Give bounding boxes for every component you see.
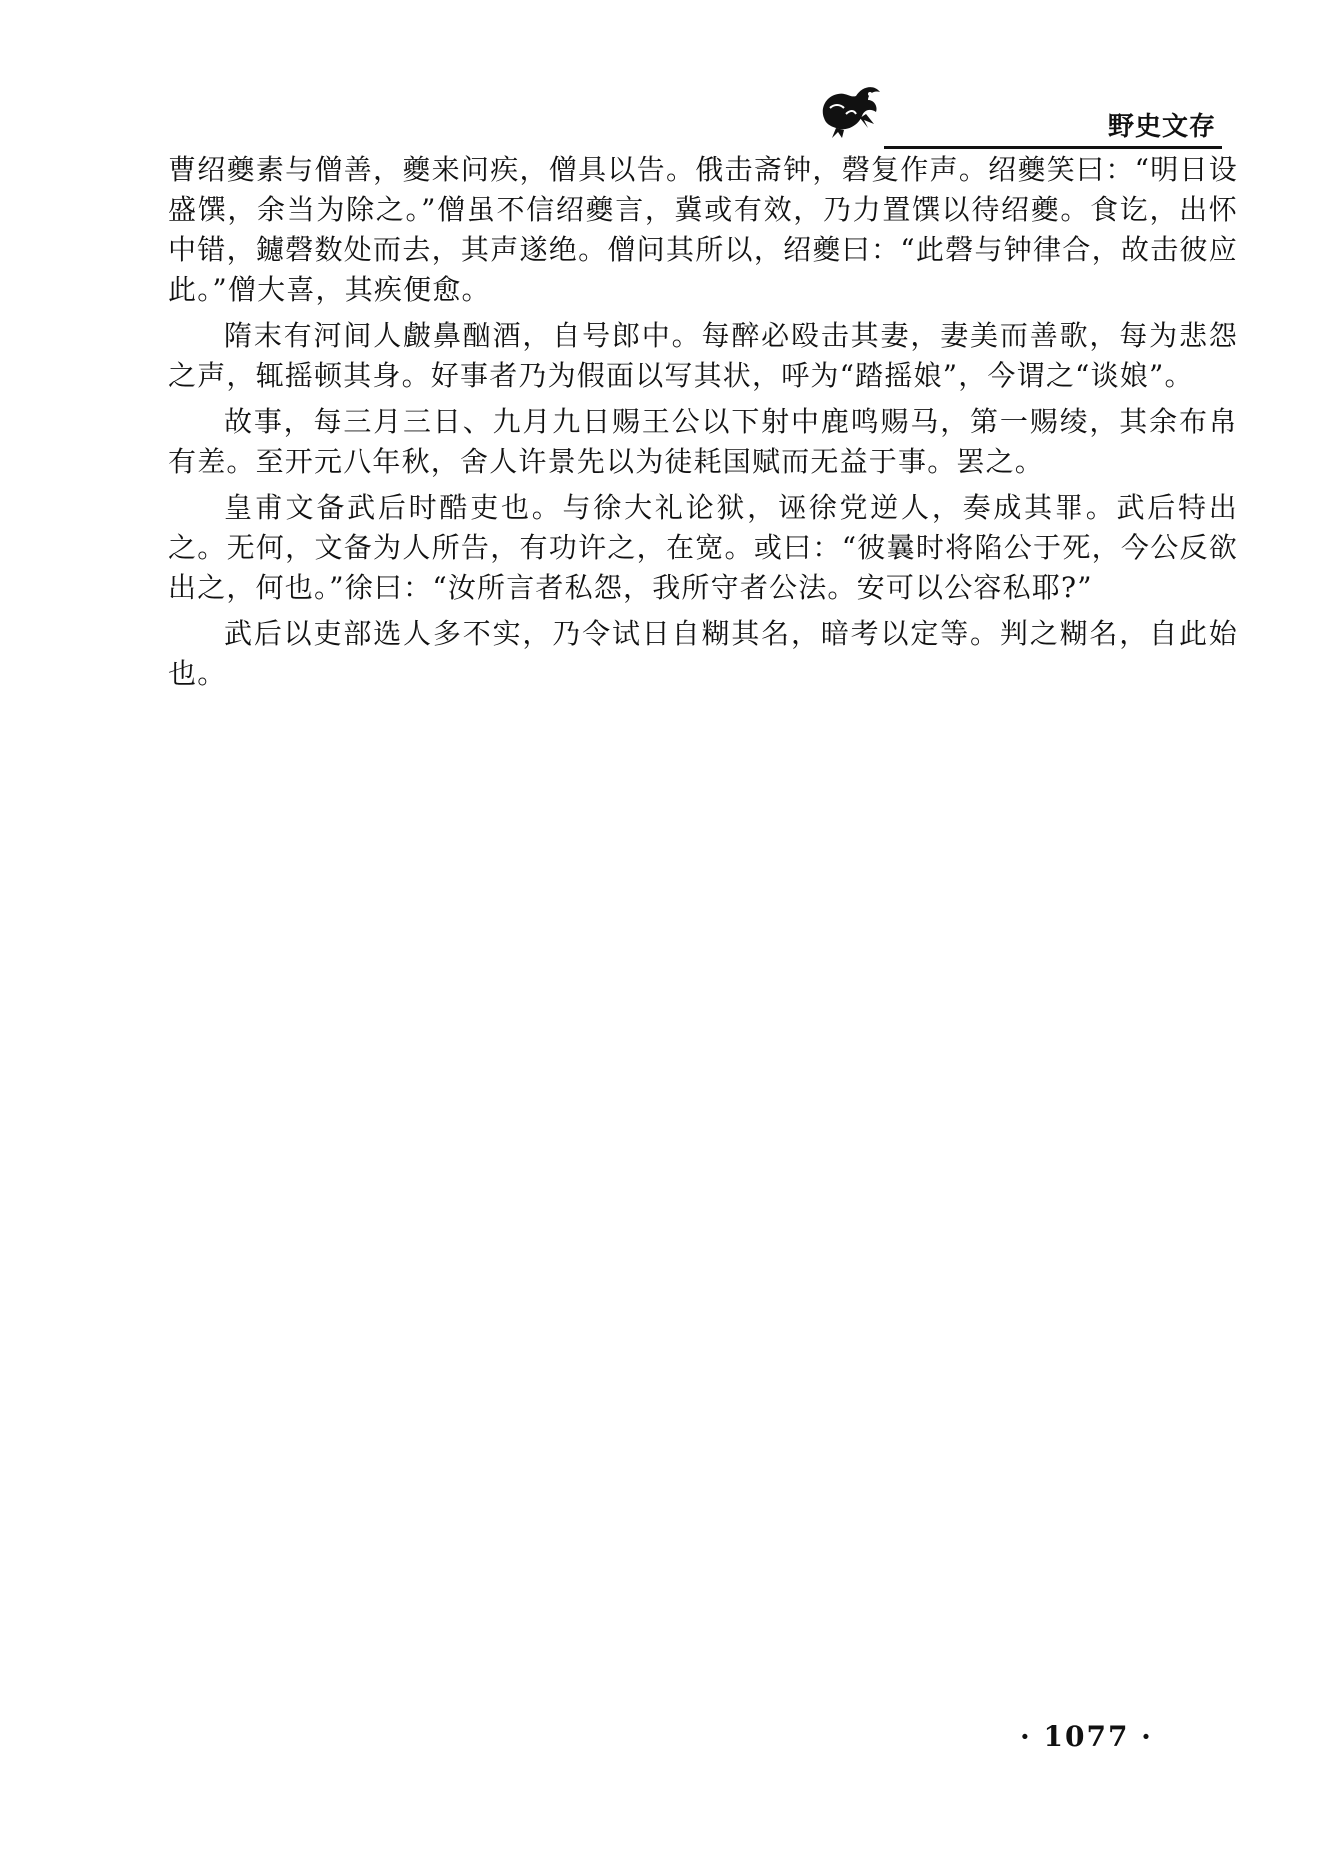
header-title: 野史文存: [1107, 112, 1216, 142]
paragraph: 皇甫文备武后时酷吏也。与徐大礼论狱，诬徐党逆人，奏成其罪。武后特出之。无何，文备为人所告，有功许之，在宽。或曰：“彼曩时将陷公于死，今公反欲出之，何也。”徐曰：“汝所言者私怨，我所守者公法。安可以公容私耶?”: [168, 491, 1238, 604]
paragraph: 隋末有河间人皻鼻酗酒，自号郎中。每醉必殴击其妻，妻美而善歌，每为悲怨之声，辄摇顿其身。好事者乃为假面以写其状，呼为“踏摇娘”，今谓之“谈娘”。: [168, 319, 1238, 392]
page-number: · 1077 ·: [1020, 1720, 1153, 1753]
body-text: [168, 150, 1238, 700]
paragraph: 曹绍夔素与僧善，夔来问疾，僧具以告。俄击斋钟，磬复作声。绍夔笑曰：“明日设盛馔，余当为除之。”僧虽不信绍夔言，冀或有效，乃力置馔以待绍夔。食讫，出怀中错，鑢磬数处而去，其声遂绝。僧问其所以，绍夔曰：“此磬与钟律合，故击彼应此。”僧大喜，其疾便愈。: [168, 153, 1238, 306]
running-header: [806, 76, 1222, 154]
paragraph: 故事，每三月三日、九月九日赐王公以下射中鹿鸣赐马，第一赐绫，其余布帛有差。至开元八年秋，舍人许景先以为徒耗国赋而无益于事。罢之。: [168, 405, 1238, 478]
dragon-emblem-icon: [816, 78, 886, 140]
paragraph: 武后以吏部选人多不实，乃令试日自糊其名，暗考以定等。判之糊名，自此始也。: [168, 617, 1238, 690]
header-rule: [884, 146, 1222, 149]
